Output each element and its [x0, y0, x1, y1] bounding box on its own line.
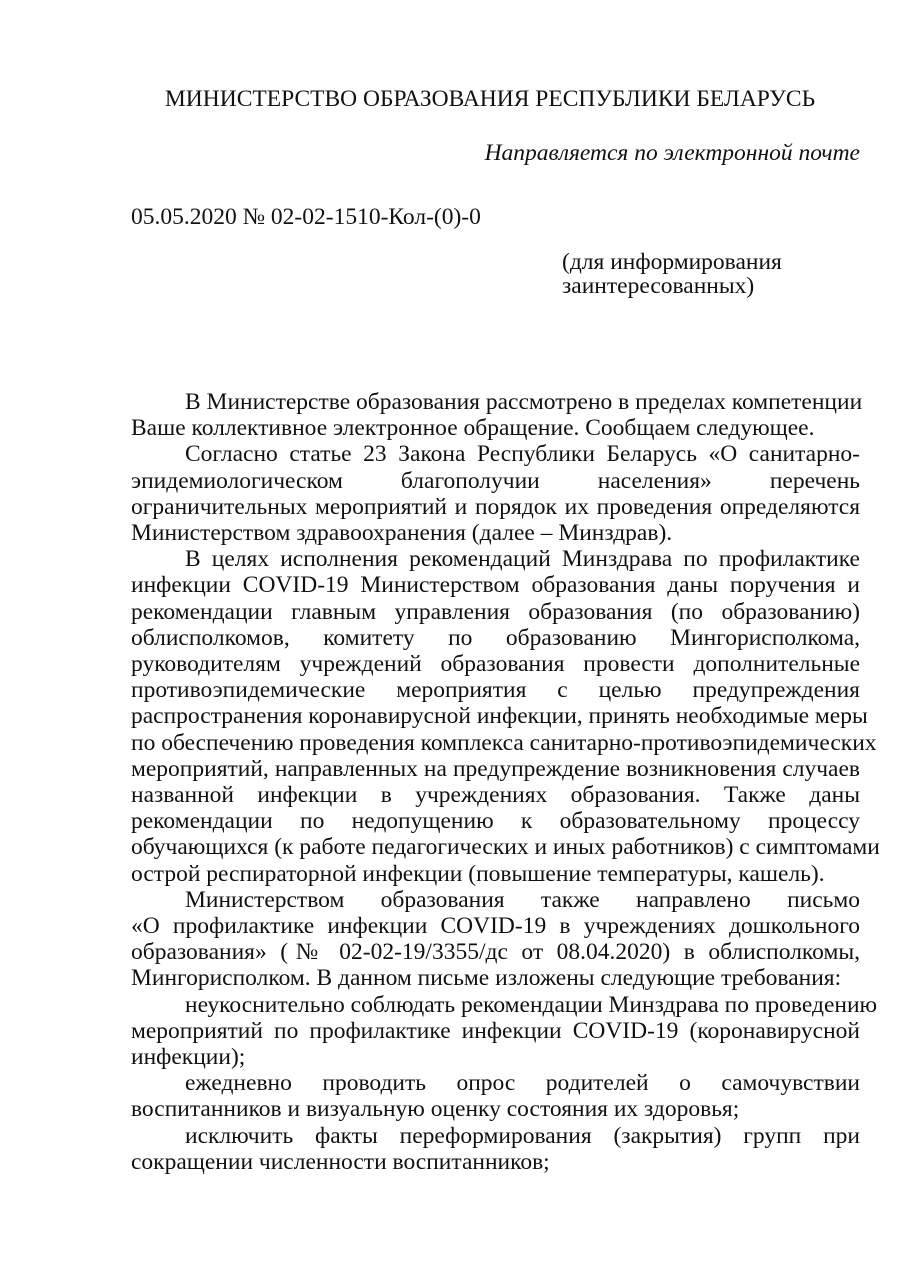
- paragraph: [131, 887, 860, 992]
- ministry-title: МИНИСТЕРСТВО ОБРАЗОВАНИЯ РЕСПУБЛИКИ БЕЛАРУСЬ: [164, 86, 816, 112]
- addressee-line: заинтересованных): [562, 273, 755, 299]
- text-line: Ваше коллективное электронное обращение. Сообщаем следующее.: [131, 415, 815, 442]
- paragraph: [131, 546, 880, 887]
- text-line: Мингорисполком. В данном письме изложены следующие требования:: [131, 965, 842, 992]
- text-line: распространения коронавирусной инфекции, принять необходимые меры: [131, 703, 868, 730]
- paragraph: [131, 991, 878, 1071]
- text-line: ограничительных мероприятий и порядок их проведения определяются: [131, 493, 860, 520]
- text-line: сокращении численности воспитанников;: [131, 1148, 550, 1175]
- text-line: Согласно статье 23 Закона Республики Беларусь «О санитарно-: [185, 441, 860, 468]
- text-line: В Министерстве образования рассмотрено в пределах компетенции: [185, 389, 863, 415]
- paragraph: [131, 389, 863, 442]
- text-line: противоэпидемические мероприятия с целью предупреждения: [131, 677, 860, 704]
- text-line: названной инфекции в учреждениях образования. Также даны: [131, 782, 860, 809]
- text-line: рекомендации по недопущению к образовательному процессу: [131, 808, 860, 835]
- text-line: образования» (№ 02-02-19/3355/дс от 08.04.2020) в облисполкомы,: [131, 939, 860, 966]
- text-line: облисполкомов, комитету по образованию Мингорисполкома,: [131, 624, 860, 651]
- text-line: по обеспечению проведения комплекса санитарно-противоэпидемических: [131, 729, 877, 756]
- text-line: руководителям учреждений образования провести дополнительные: [131, 651, 860, 678]
- text-line: острой респираторной инфекции (повышение температуры, кашель).: [131, 860, 825, 887]
- paragraph: [131, 1123, 860, 1175]
- addressee-line: (для информирования: [562, 249, 782, 275]
- text-line: воспитанников и визуальную оценку состояния их здоровья;: [131, 1096, 740, 1123]
- text-line: мероприятий по профилактике инфекции COVID-19 (коронавирусной: [131, 1017, 860, 1044]
- text-line: ежедневно проводить опрос родителей о самочувствии: [185, 1070, 860, 1097]
- text-line: Министерством образования также направлено письмо: [185, 886, 860, 913]
- registration-number: 05.05.2020 № 02-02-1510-Кол-(0)-0: [131, 204, 481, 230]
- text-line: эпидемиологическом благополучии населения» перечень: [131, 467, 860, 494]
- text-line: мероприятий, направленных на предупреждение возникновения случаев: [131, 755, 860, 782]
- delivery-note: Направляется по электронной почте: [484, 140, 860, 166]
- text-line: В целях исполнения рекомендаций Минздрава по профилактике: [185, 546, 860, 573]
- letter-body: [131, 389, 880, 1175]
- paragraph: [131, 441, 860, 546]
- text-line: неукоснительно соблюдать рекомендации Минздрава по проведению: [185, 991, 878, 1018]
- text-line: Министерством здравоохранения (далее – Минздрав).: [131, 520, 673, 547]
- text-line: инфекции);: [131, 1044, 246, 1071]
- text-line: рекомендации главным управления образования (по образованию): [131, 598, 860, 625]
- text-line: исключить факты переформирования (закрытия) групп при: [185, 1122, 860, 1149]
- text-line: инфекции COVID-19 Министерством образования даны поручения и: [131, 572, 860, 599]
- paragraph: [131, 1070, 860, 1122]
- text-line: «О профилактике инфекции COVID-19 в учреждениях дошкольного: [131, 913, 860, 940]
- text-line: обучающихся (к работе педагогических и иных работников) с симптомами: [131, 834, 880, 861]
- addressee-block: [562, 250, 782, 298]
